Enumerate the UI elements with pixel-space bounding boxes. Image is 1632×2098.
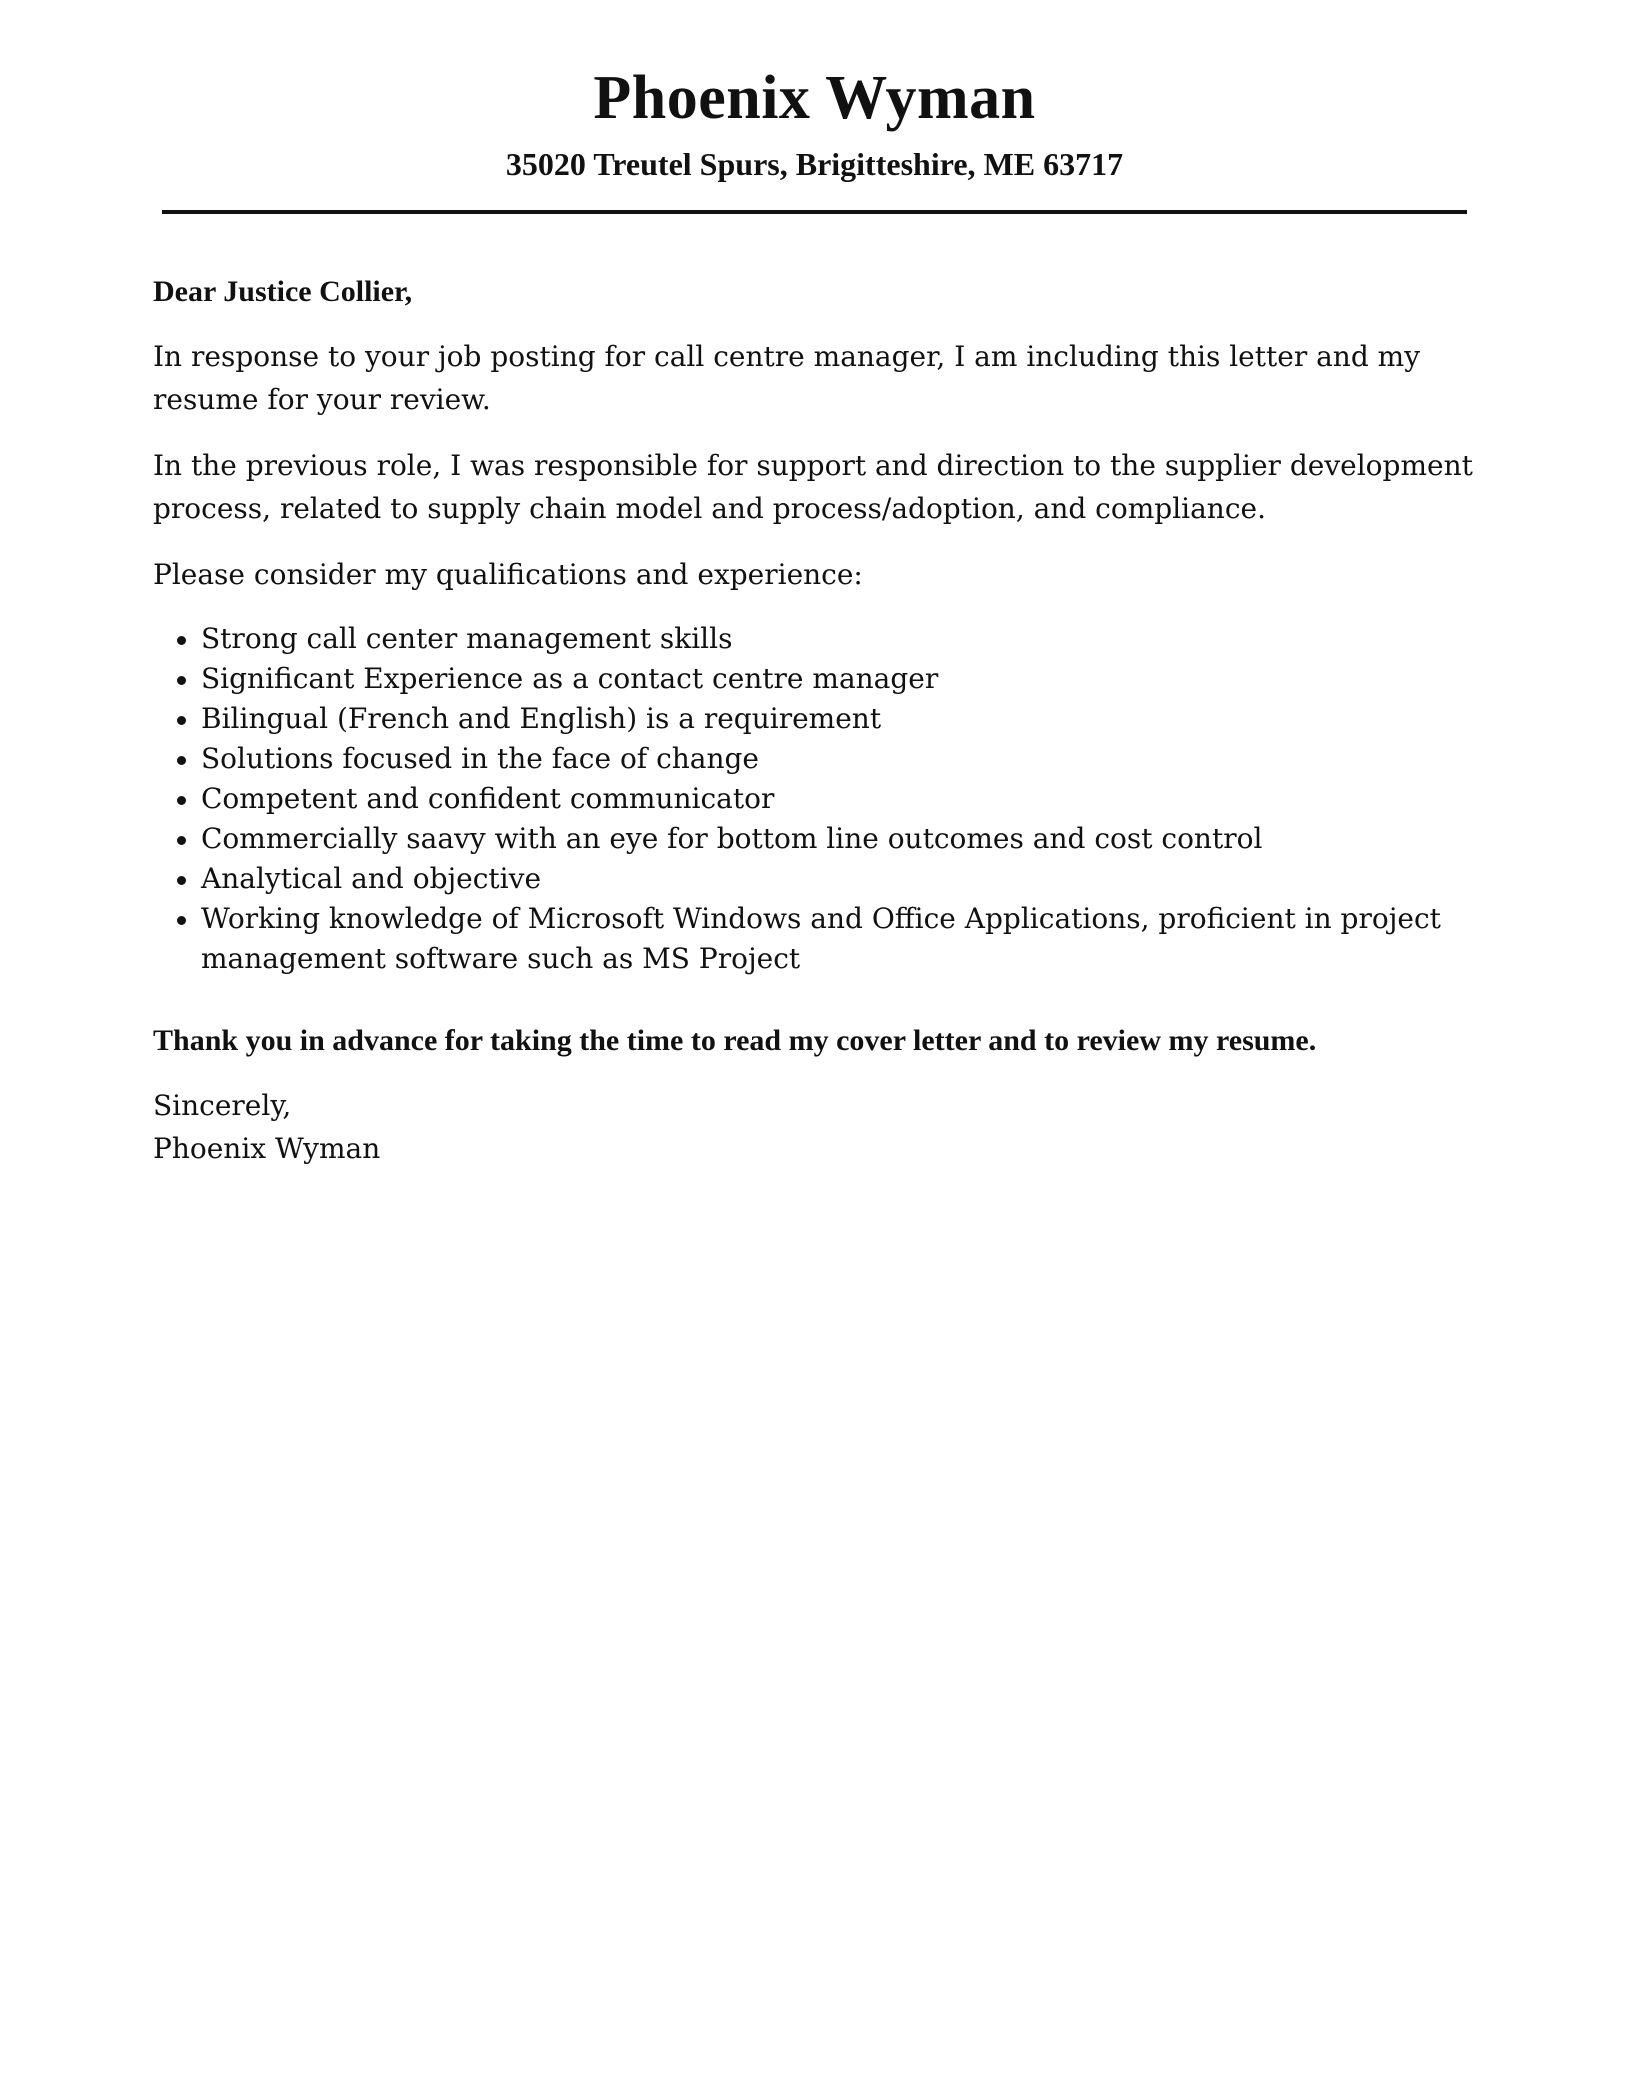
salutation: Dear Justice Collier, <box>153 275 413 308</box>
list-item <box>153 739 1483 779</box>
paragraph-intro: In response to your job posting for call centre manager, I am including this letter and my resume for your review. <box>153 340 1421 416</box>
list-item-text: Significant Experience as a contact centre manager <box>201 662 939 695</box>
list-item-text: Solutions focused in the face of change <box>201 742 760 775</box>
list-item-text: Commercially saavy with an eye for bottom line outcomes and cost control <box>201 822 1263 855</box>
signature-name: Phoenix Wyman <box>153 1132 381 1165</box>
list-item-text: Strong call center management skills <box>201 622 733 655</box>
sender-name: Phoenix Wyman <box>593 64 1036 132</box>
bullet-icon <box>177 636 186 645</box>
bullet-icon <box>177 716 186 725</box>
paragraph-previous-role: In the previous role, I was responsible for support and direction to the supplier development process, related to supply chain model and process/adoption, and compliance. <box>153 449 1473 525</box>
letter-body <box>153 270 1483 1170</box>
list-item <box>153 779 1483 819</box>
sender-address: 35020 Treutel Spurs, Brigitteshire, ME 63717 <box>505 146 1124 182</box>
header-divider <box>162 210 1467 214</box>
bullet-icon <box>177 876 186 885</box>
bullet-icon <box>177 756 186 765</box>
closing-statement: Thank you in advance for taking the time to read my cover letter and to review my resume. <box>153 1024 1317 1057</box>
list-item-text: Competent and confident communicator <box>201 782 775 815</box>
list-item <box>153 699 1483 739</box>
bullet-icon <box>177 796 186 805</box>
list-item <box>153 859 1483 899</box>
bullet-icon <box>177 836 186 845</box>
signoff: Sincerely, <box>153 1089 292 1122</box>
list-item <box>153 619 1483 659</box>
list-item-text: Analytical and objective <box>201 862 542 895</box>
letter-header <box>162 60 1467 182</box>
list-item <box>153 899 1483 979</box>
paragraph-qualifications-intro: Please consider my qualifications and experience: <box>153 558 863 591</box>
bullet-icon <box>177 676 186 685</box>
list-item <box>153 819 1483 859</box>
qualifications-list <box>153 619 1483 979</box>
list-item <box>153 659 1483 699</box>
bullet-icon <box>177 916 186 925</box>
list-item-text: Bilingual (French and English) is a requirement <box>201 702 882 735</box>
list-item-text: Working knowledge of Microsoft Windows and Office Applications, proficient in project management software such as MS Project <box>201 902 1441 975</box>
